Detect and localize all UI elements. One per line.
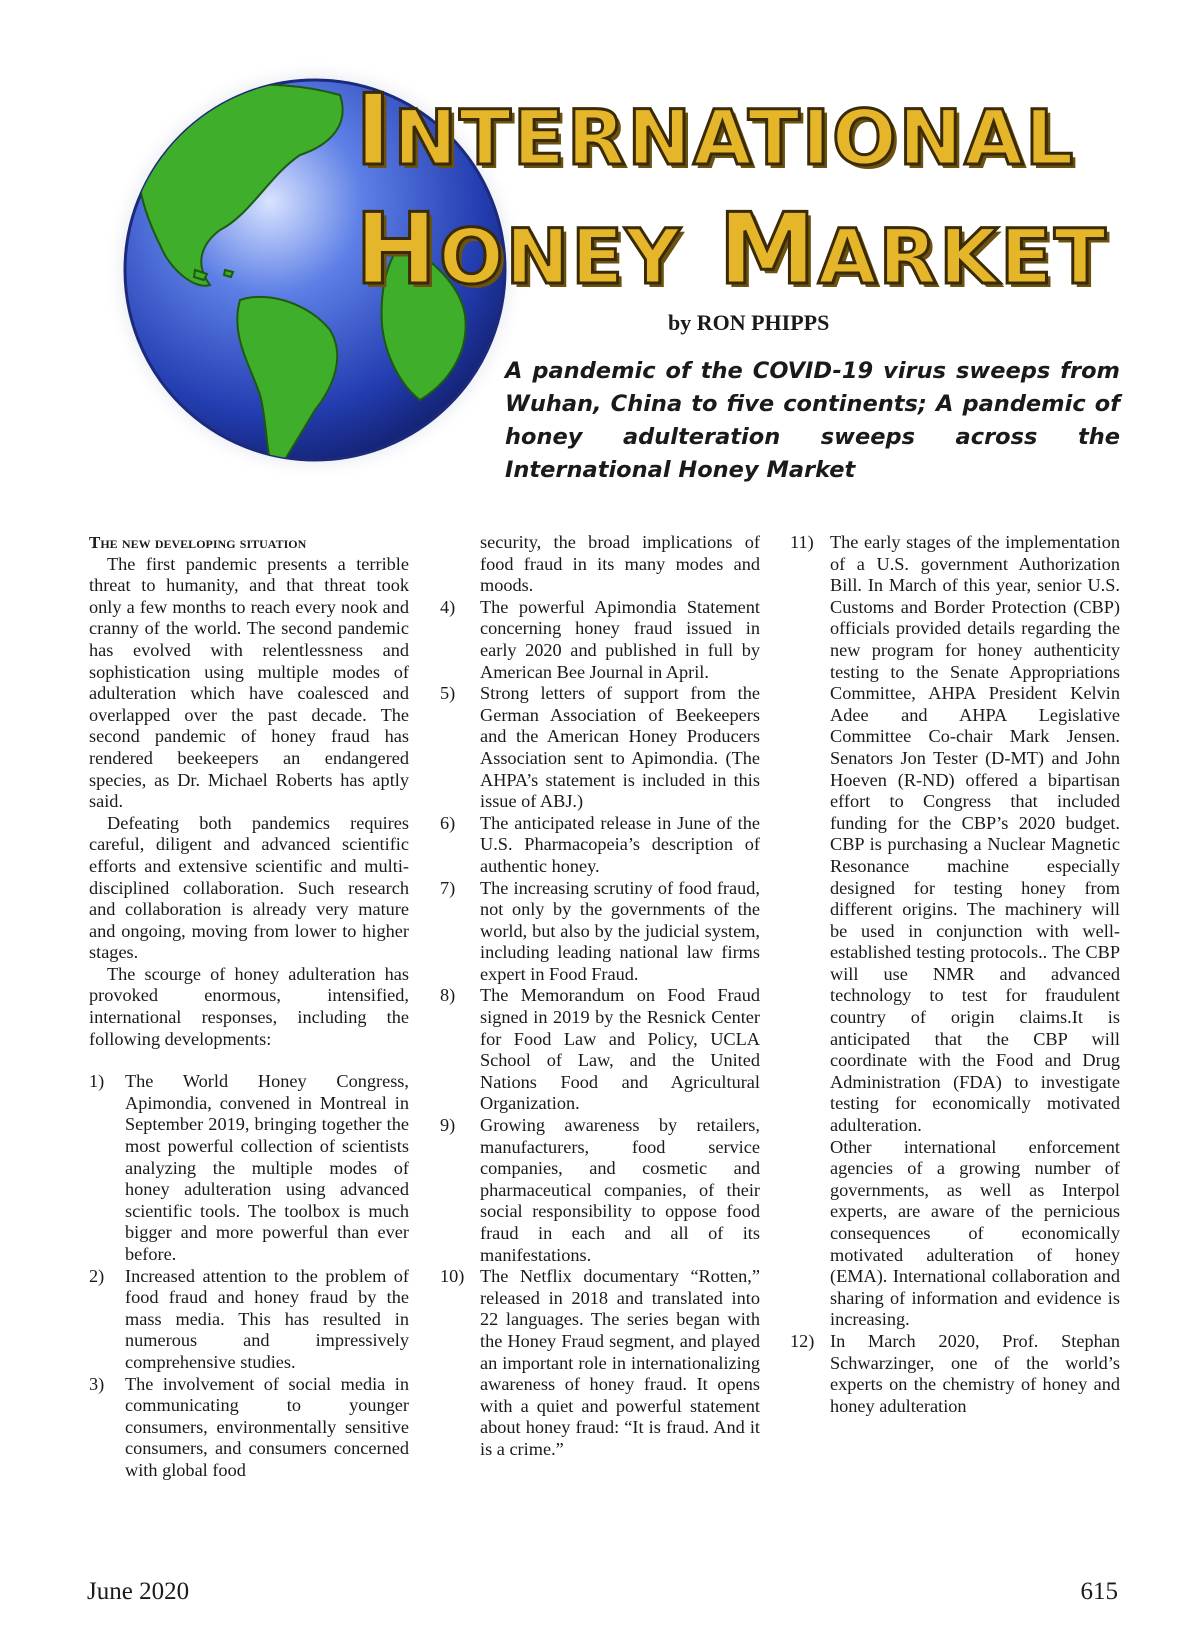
list-item — [790, 532, 1120, 1137]
list-number: 8) — [440, 985, 456, 1006]
title-line-1: INTERNATIONAL — [355, 74, 1076, 188]
title-line-2: HONEY MARKET — [355, 193, 1108, 307]
list-text: Growing awareness by retailers, manufacturers, food service companies, and cosmetic and pharmaceutical companies, of their social responsibility to oppose food fraud in each and all of its manifestations. — [480, 1115, 760, 1265]
list-number: 1) — [89, 1071, 105, 1092]
list-item — [89, 1374, 409, 1482]
list-text: Strong letters of support from the German Association of Beekeepers and the American Honey Producers Association sent to Apimondia. (The AHPA’s statement is included in this issue of ABJ.) — [480, 683, 760, 812]
list-number: 12) — [790, 1330, 815, 1351]
column-1 — [89, 532, 409, 1482]
list-number: 4) — [440, 596, 456, 617]
list-text: The powerful Apimondia Statement concerning honey fraud issued in early 2020 and published in full by American Bee Journal in April. — [480, 596, 760, 682]
list-item — [440, 813, 760, 878]
column-2 — [440, 532, 760, 1461]
list-text: The Netflix documentary “Rotten,” released in 2018 and translated into 22 languages. The series began with the Honey Fraud segment, and played an important role in internationalizing awareness of honey fraud. It opens with a quiet and powerful statement about honey fraud: “It is fraud. And it is a crime.” — [480, 1266, 760, 1459]
byline: by RON PHIPPS — [668, 310, 830, 335]
article-deck: A pandemic of the COVID-19 virus sweeps from Wuhan, China to five continents; A pandemic of honey adulteration sweeps across the International Honey Market — [505, 358, 1120, 483]
list-text: The early stages of the implementation of a U.S. government Authorization Bill. In March of this year, senior U.S. Customs and Border Protection (CBP) officials provided details regarding the new program for honey authenticity testing to the Senate Appropriations Committee, AHPA President Kelvin Adee and AHPA Legislative Committee Co-chair Mark Jensen. Senators Jon Tester (D-MT) and John Hoeven (R-ND) offered a bipartisan effort to Congress that included funding for the CBP’s 2020 budget. CBP is purchasing a Nuclear Magnetic Resonance machine especially designed for testing honey from different origins. The machinery will be used in conjunction with well-established testing protocols.. The CBP will use NMR and advanced technology to test for fraudulent country of origin claims.It is anticipated that the CBP will coordinate with the Food and Drug Administration (FDA) to investigate testing for economically motivated adulteration. — [830, 532, 1120, 1136]
list-number: 7) — [440, 877, 456, 898]
list-text: Increased attention to the problem of food fraud and honey fraud by the mass media. This has resulted in numerous and impressively comprehensive studies. — [125, 1265, 409, 1372]
list-item — [440, 597, 760, 683]
list-item — [440, 878, 760, 986]
list-continuation: Other international enforcement agencies of a growing number of governments, as well as Interpol experts, are aware of the pernicious consequences of economically motivated adulteration of honey (EMA). International collaboration and sharing of information and evidence is increasing. — [830, 1136, 1120, 1330]
list-number: 9) — [440, 1115, 456, 1136]
list-text: The World Honey Congress, Apimondia, convened in Montreal in September 2019, bringing together the most powerful collection of scientists analyzing the multiple modes of honey adulteration using advanced scientific tools. The toolbox is much bigger and more powerful than ever before. — [125, 1071, 409, 1264]
column-3 — [790, 532, 1120, 1417]
issue-date: June 2020 — [87, 1578, 190, 1605]
list-continuation: security, the broad implications of food fraud in its many modes and moods. — [480, 532, 760, 596]
page-number: 615 — [1080, 1578, 1118, 1605]
list-number: 2) — [89, 1265, 105, 1286]
list-item — [440, 1115, 760, 1266]
masthead-title — [355, 75, 1155, 313]
list-item — [440, 1266, 760, 1460]
paragraph: The scourge of honey adulteration has provoked enormous, intensified, international responses, including the following developments: — [89, 963, 409, 1049]
list-item — [440, 683, 760, 813]
list-text: In March 2020, Prof. Stephan Schwarzinger, one of the world’s experts on the chemistry of honey and honey adulteration — [830, 1330, 1120, 1416]
list-item — [89, 1071, 409, 1265]
list-text: The involvement of social media in communicating to younger consumers, environmentally sensitive consumers, and consumers concerned with global food — [125, 1373, 409, 1480]
section-heading: The new developing situation — [89, 533, 307, 552]
paragraph: Defeating both pandemics requires careful, diligent and advanced scientific efforts and extensive scientific and multi-disciplined collaboration. Such research and collaboration is already very mature and ongoing, moving from lower to higher stages. — [89, 812, 409, 963]
list-item — [89, 1266, 409, 1374]
list-number: 10) — [440, 1266, 465, 1287]
list-number: 6) — [440, 812, 456, 833]
list-number: 11) — [790, 532, 814, 552]
list-number: 5) — [440, 683, 456, 704]
list-number: 3) — [89, 1373, 105, 1394]
list-text: The anticipated release in June of the U.S. Pharmacopeia’s description of authentic honey. — [480, 812, 760, 876]
list-text: The Memorandum on Food Fraud signed in 2019 by the Resnick Center for Food Law and Policy, UCLA School of Law, and the United Nations Food and Agricultural Organization. — [480, 985, 760, 1114]
list-item — [440, 985, 760, 1115]
paragraph: The first pandemic presents a terrible threat to humanity, and that threat took only a few months to reach every nook and cranny of the world. The second pandemic has evolved with relentlessness and sophistication using multiple modes of adulteration which have coalesced and overlapped over the past decade. The second pandemic of honey fraud has rendered beekeepers an endangered species, as Dr. Michael Roberts has aptly said. — [89, 553, 409, 812]
list-text: The increasing scrutiny of food fraud, not only by the governments of the world, but also by the judicial system, including leading national law firms expert in Food Fraud. — [480, 877, 760, 984]
list-item — [790, 1331, 1120, 1417]
